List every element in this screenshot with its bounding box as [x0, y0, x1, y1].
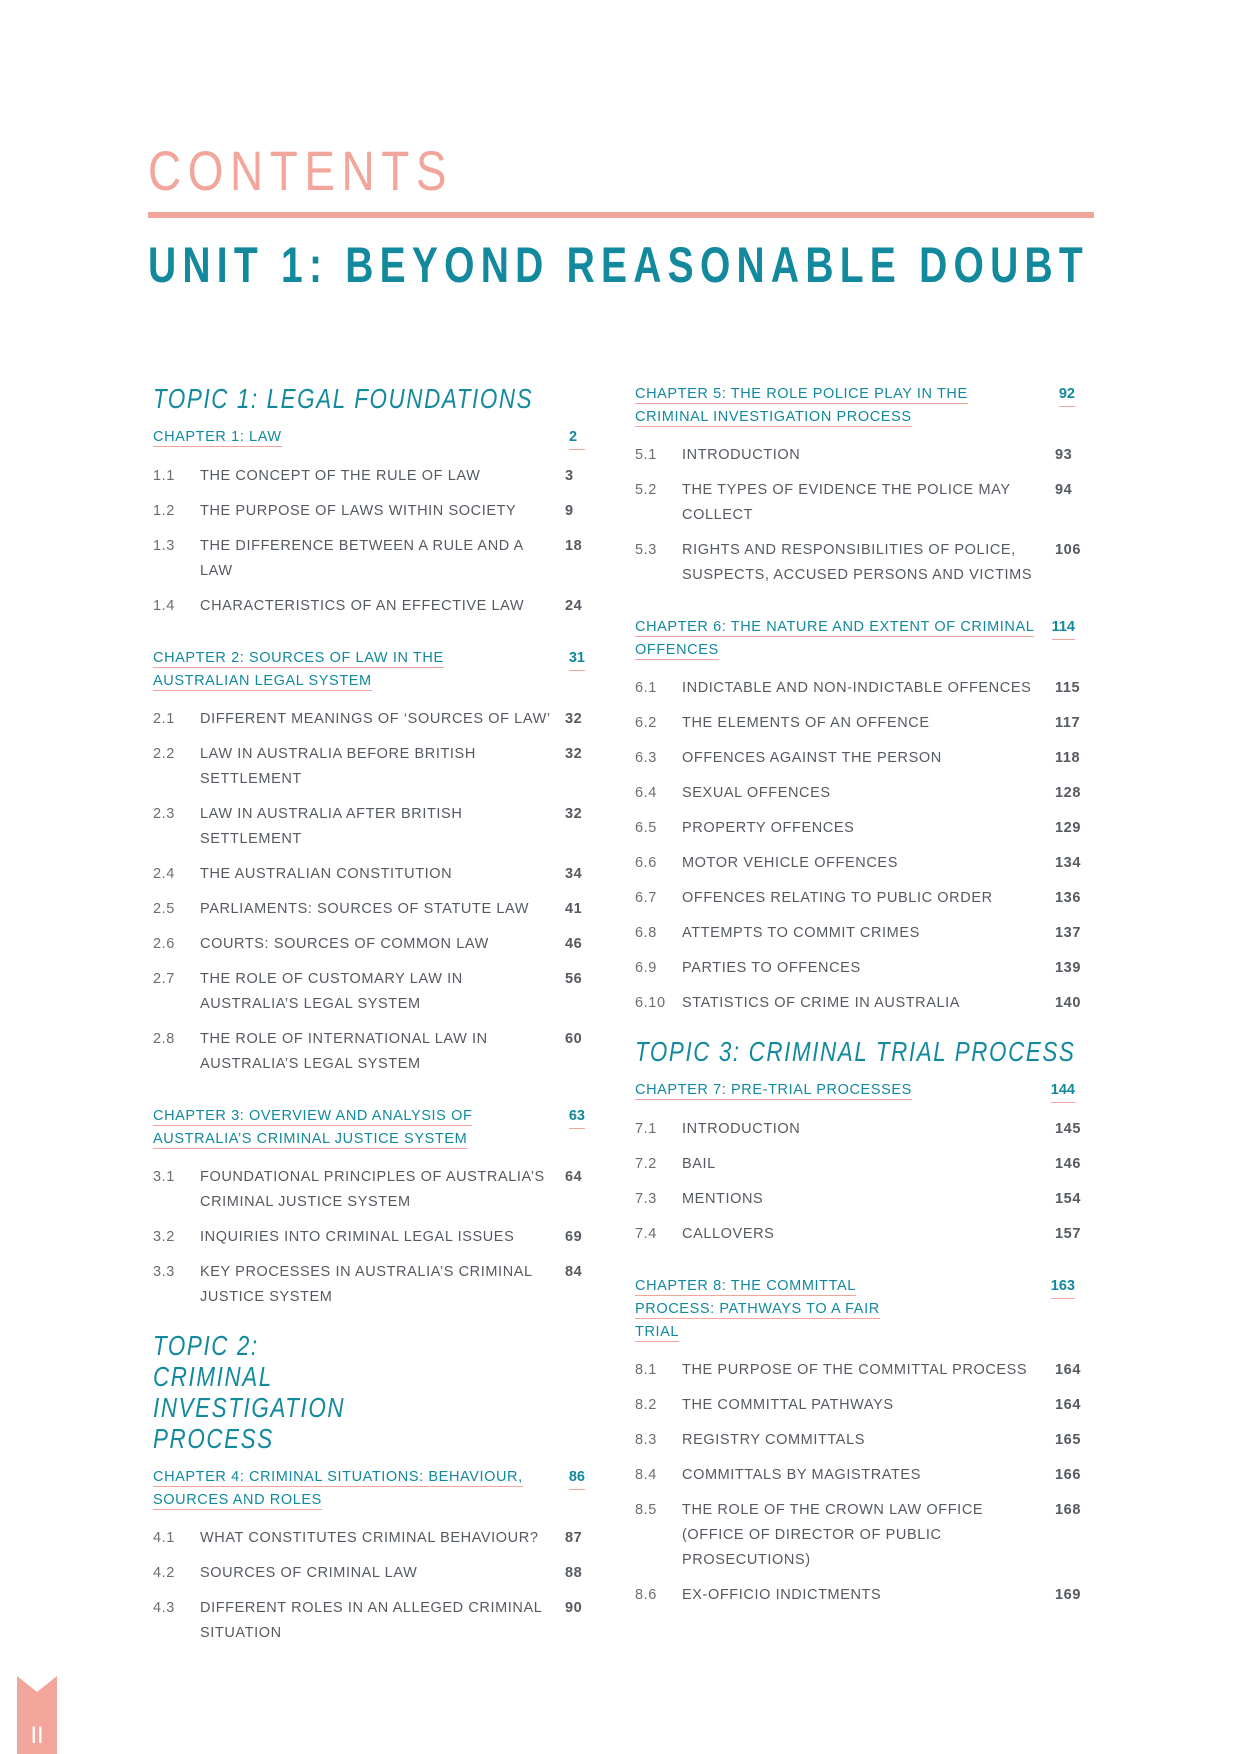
- toc-entry[interactable]: [635, 1583, 1081, 1608]
- entry-number: 6.4: [635, 785, 657, 801]
- toc-entry[interactable]: [635, 956, 1081, 981]
- entry-page: 118: [1055, 750, 1081, 766]
- chapter-page: 114: [1052, 616, 1075, 640]
- entry-page: 115: [1055, 680, 1081, 696]
- toc-entry[interactable]: [153, 1165, 585, 1215]
- entry-number: 8.1: [635, 1362, 657, 1378]
- entry-page: 129: [1055, 820, 1081, 836]
- toc-entry[interactable]: [635, 886, 1081, 911]
- toc-entry[interactable]: [635, 1187, 1081, 1212]
- entry-number: 6.10: [635, 995, 666, 1011]
- entry-title: THE ROLE OF THE CROWN LAW OFFICE (OFFICE OF DIRECTOR OF PUBLIC PROSECUTIONS): [682, 1502, 984, 1568]
- entry-number: 6.7: [635, 890, 657, 906]
- entry-title: OFFENCES AGAINST THE PERSON: [682, 750, 942, 766]
- toc-entry[interactable]: [153, 1561, 585, 1586]
- entry-page: 56: [565, 971, 583, 987]
- entry-title: MOTOR VEHICLE OFFENCES: [682, 855, 898, 871]
- entry-title: LAW IN AUSTRALIA AFTER BRITISH SETTLEMENT: [200, 806, 463, 847]
- entry-title: INTRODUCTION: [682, 1121, 801, 1137]
- entry-title: KEY PROCESSES IN AUSTRALIA’S CRIMINAL JUSTICE SYSTEM: [200, 1264, 533, 1305]
- entry-page: 136: [1055, 890, 1081, 906]
- entry-title: PARTIES TO OFFENCES: [682, 960, 861, 976]
- chapter-link[interactable]: [153, 426, 585, 450]
- entry-title: INTRODUCTION: [682, 447, 801, 463]
- toc-entry[interactable]: [635, 1358, 1081, 1383]
- entry-page: 9: [565, 503, 574, 519]
- topic-heading: TOPIC 2: CRIMINAL INVESTIGATION PROCESS: [153, 1330, 346, 1454]
- toc-entry[interactable]: [153, 1225, 585, 1250]
- entry-number: 8.2: [635, 1397, 657, 1413]
- chapter-title: CHAPTER 3: OVERVIEW AND ANALYSIS OF AUSTRALIA’S CRIMINAL JUSTICE SYSTEM: [153, 1108, 473, 1147]
- entry-number: 8.3: [635, 1432, 657, 1448]
- entry-page: 32: [565, 711, 583, 727]
- entry-title: THE COMMITTAL PATHWAYS: [682, 1397, 894, 1413]
- toc-entry[interactable]: [153, 594, 585, 619]
- entry-page: 87: [565, 1530, 583, 1546]
- entry-number: 2.8: [153, 1031, 175, 1047]
- toc-entry[interactable]: [153, 742, 585, 792]
- entry-page: 60: [565, 1031, 583, 1047]
- toc-entry[interactable]: [153, 862, 585, 887]
- entry-page: 164: [1055, 1397, 1081, 1413]
- toc-entry[interactable]: [153, 1526, 585, 1551]
- entry-title: ATTEMPTS TO COMMIT CRIMES: [682, 925, 920, 941]
- toc-entry[interactable]: [635, 711, 1081, 736]
- entry-number: 6.3: [635, 750, 657, 766]
- entry-page: 64: [565, 1169, 583, 1185]
- entry-title: CALLOVERS: [682, 1226, 775, 1242]
- page-title: CONTENTS: [148, 139, 454, 202]
- toc-entry[interactable]: [635, 1428, 1081, 1453]
- entry-number: 6.8: [635, 925, 657, 941]
- entry-page: 166: [1055, 1467, 1081, 1483]
- entry-number: 2.6: [153, 936, 175, 952]
- entry-number: 7.2: [635, 1156, 657, 1172]
- entry-number: 5.3: [635, 542, 657, 558]
- entry-title: RIGHTS AND RESPONSIBILITIES OF POLICE, SUSPECTS, ACCUSED PERSONS AND VICTIMS: [682, 542, 1033, 583]
- entry-number: 7.3: [635, 1191, 657, 1207]
- toc-entry[interactable]: [635, 1393, 1081, 1418]
- toc-entry[interactable]: [153, 707, 585, 732]
- entry-page: 134: [1055, 855, 1081, 871]
- toc-entry[interactable]: [635, 478, 1075, 528]
- chapter-title: CHAPTER 6: THE NATURE AND EXTENT OF CRIMINAL OFFENCES: [635, 619, 1035, 658]
- chapter-page: 31: [569, 647, 585, 671]
- entry-page: 69: [565, 1229, 583, 1245]
- toc-entry[interactable]: [635, 781, 1081, 806]
- entry-title: WHAT CONSTITUTES CRIMINAL BEHAVIOUR?: [200, 1530, 539, 1546]
- chapter-title: CHAPTER 7: PRE-TRIAL PROCESSES: [635, 1082, 912, 1098]
- entry-title: THE CONCEPT OF THE RULE OF LAW: [200, 468, 481, 484]
- entry-page: 88: [565, 1565, 583, 1581]
- topic-heading: TOPIC 3: CRIMINAL TRIAL PROCESS: [635, 1036, 1076, 1067]
- entry-number: 2.3: [153, 806, 175, 822]
- entry-list: [153, 464, 585, 619]
- entry-title: THE PURPOSE OF LAWS WITHIN SOCIETY: [200, 503, 517, 519]
- entry-title: LAW IN AUSTRALIA BEFORE BRITISH SETTLEMENT: [200, 746, 476, 787]
- entry-number: 1.4: [153, 598, 175, 614]
- entry-page: 106: [1055, 542, 1081, 558]
- chapter-title: CHAPTER 2: SOURCES OF LAW IN THE AUSTRALIAN LEGAL SYSTEM: [153, 650, 444, 689]
- entry-title: THE ROLE OF INTERNATIONAL LAW IN AUSTRALIA’S LEGAL SYSTEM: [200, 1031, 488, 1072]
- entry-title: PROPERTY OFFENCES: [682, 820, 855, 836]
- chapter-link[interactable]: [635, 1275, 1075, 1344]
- entry-page: 169: [1055, 1587, 1081, 1603]
- entry-number: 1.2: [153, 503, 175, 519]
- page-number: II: [30, 1722, 44, 1749]
- entry-title: BAIL: [682, 1156, 716, 1172]
- toc-entry[interactable]: [635, 1152, 1081, 1177]
- entry-number: 2.1: [153, 711, 175, 727]
- chapter-link[interactable]: [153, 1466, 585, 1512]
- entry-title: THE ROLE OF CUSTOMARY LAW IN AUSTRALIA’S LEGAL SYSTEM: [200, 971, 463, 1012]
- entry-number: 6.5: [635, 820, 657, 836]
- toc-entry[interactable]: [635, 816, 1081, 841]
- entry-list: [635, 1117, 1081, 1247]
- toc-entry[interactable]: [635, 538, 1081, 588]
- entry-page: 145: [1055, 1121, 1081, 1137]
- entry-title: REGISTRY COMMITTALS: [682, 1432, 866, 1448]
- entry-page: 32: [565, 806, 583, 822]
- chapter-link[interactable]: [153, 647, 585, 693]
- title-divider: [148, 212, 1094, 218]
- entry-number: 4.3: [153, 1600, 175, 1616]
- entry-number: 3.3: [153, 1264, 175, 1280]
- entry-number: 3.1: [153, 1169, 175, 1185]
- entry-page: 140: [1055, 995, 1081, 1011]
- entry-number: 2.2: [153, 746, 175, 762]
- toc-entry[interactable]: [153, 499, 585, 524]
- entry-page: 94: [1055, 482, 1073, 498]
- entry-page: 34: [565, 866, 583, 882]
- toc-entry[interactable]: [635, 1222, 1081, 1247]
- toc-entry[interactable]: [635, 746, 1081, 771]
- chapter-page: 63: [569, 1105, 585, 1129]
- entry-title: INDICTABLE AND NON-INDICTABLE OFFENCES: [682, 680, 1032, 696]
- entry-page: 3: [565, 468, 574, 484]
- entry-title: EX-OFFICIO INDICTMENTS: [682, 1587, 882, 1603]
- chapter-title: CHAPTER 1: LAW: [153, 429, 282, 445]
- entry-page: 93: [1055, 447, 1073, 463]
- entry-title: FOUNDATIONAL PRINCIPLES OF AUSTRALIA’S CRIMINAL JUSTICE SYSTEM: [200, 1169, 545, 1210]
- toc-entry[interactable]: [153, 534, 585, 584]
- entry-page: 90: [565, 1600, 583, 1616]
- entry-list: [153, 1526, 585, 1646]
- entry-page: 164: [1055, 1362, 1081, 1378]
- entry-page: 84: [565, 1264, 583, 1280]
- entry-list: [635, 676, 1081, 1016]
- chapter-title: CHAPTER 5: THE ROLE POLICE PLAY IN THE CRIMINAL INVESTIGATION PROCESS: [635, 386, 968, 425]
- left-column: [153, 383, 585, 1656]
- chapter-title: CHAPTER 8: THE COMMITTAL PROCESS: PATHWAYS TO A FAIR TRIAL: [635, 1278, 880, 1340]
- entry-page: 157: [1055, 1226, 1081, 1242]
- entry-page: 154: [1055, 1191, 1081, 1207]
- entry-number: 5.1: [635, 447, 657, 463]
- entry-page: 139: [1055, 960, 1081, 976]
- entry-number: 7.1: [635, 1121, 657, 1137]
- entry-page: 24: [565, 598, 583, 614]
- entry-page: 168: [1055, 1502, 1081, 1518]
- entry-title: COURTS: SOURCES OF COMMON LAW: [200, 936, 489, 952]
- toc-entry[interactable]: [153, 932, 585, 957]
- toc-entry[interactable]: [635, 1117, 1081, 1142]
- entry-number: 1.1: [153, 468, 175, 484]
- toc-entry[interactable]: [635, 1463, 1081, 1488]
- toc-entry[interactable]: [153, 464, 585, 489]
- entry-title: PARLIAMENTS: SOURCES OF STATUTE LAW: [200, 901, 530, 917]
- chapter-link[interactable]: [635, 616, 1075, 662]
- entry-page: 128: [1055, 785, 1081, 801]
- entry-page: 46: [565, 936, 583, 952]
- entry-number: 6.1: [635, 680, 657, 696]
- entry-title: CHARACTERISTICS OF AN EFFECTIVE LAW: [200, 598, 525, 614]
- entry-list: [635, 443, 1081, 588]
- entry-number: 6.2: [635, 715, 657, 731]
- entry-title: THE ELEMENTS OF AN OFFENCE: [682, 715, 930, 731]
- chapter-page: 86: [569, 1466, 585, 1490]
- toc-entry[interactable]: [153, 1260, 585, 1310]
- chapter-page: 163: [1051, 1275, 1075, 1299]
- entry-number: 8.6: [635, 1587, 657, 1603]
- chapter-title: CHAPTER 4: CRIMINAL SITUATIONS: BEHAVIOUR, SOURCES AND ROLES: [153, 1469, 523, 1508]
- toc-entry[interactable]: [635, 921, 1081, 946]
- toc-entry[interactable]: [635, 443, 1075, 468]
- chapter-page: 144: [1051, 1079, 1075, 1103]
- entry-number: 4.2: [153, 1565, 175, 1581]
- entry-title: SEXUAL OFFENCES: [682, 785, 831, 801]
- chapter-link[interactable]: [153, 1105, 585, 1151]
- entry-number: 2.5: [153, 901, 175, 917]
- entry-number: 2.4: [153, 866, 175, 882]
- entry-number: 2.7: [153, 971, 175, 987]
- entry-number: 5.2: [635, 482, 657, 498]
- entry-title: STATISTICS OF CRIME IN AUSTRALIA: [682, 995, 961, 1011]
- entry-title: THE AUSTRALIAN CONSTITUTION: [200, 866, 453, 882]
- entry-title: INQUIRIES INTO CRIMINAL LEGAL ISSUES: [200, 1229, 515, 1245]
- entry-page: 165: [1055, 1432, 1081, 1448]
- entry-page: 117: [1055, 715, 1081, 731]
- entry-title: THE PURPOSE OF THE COMMITTAL PROCESS: [682, 1362, 1028, 1378]
- toc-entry[interactable]: [635, 991, 1081, 1016]
- toc-entry[interactable]: [153, 897, 585, 922]
- toc-entry[interactable]: [635, 851, 1081, 876]
- topic-heading: TOPIC 1: LEGAL FOUNDATIONS: [153, 383, 534, 414]
- right-column: [635, 383, 1081, 1618]
- toc-entry[interactable]: [153, 802, 585, 852]
- unit-title: UNIT 1: BEYOND REASONABLE DOUBT: [148, 237, 1089, 293]
- entry-number: 8.5: [635, 1502, 657, 1518]
- entry-title: DIFFERENT ROLES IN AN ALLEGED CRIMINAL SITUATION: [200, 1600, 542, 1641]
- entry-list: [153, 707, 585, 1077]
- entry-number: 7.4: [635, 1226, 657, 1242]
- entry-number: 4.1: [153, 1530, 175, 1546]
- entry-title: THE TYPES OF EVIDENCE THE POLICE MAY COLLECT: [682, 482, 1011, 523]
- chapter-link[interactable]: [635, 383, 1075, 429]
- toc-entry[interactable]: [153, 967, 585, 1017]
- chapter-link[interactable]: [635, 1079, 1075, 1103]
- entry-title: MENTIONS: [682, 1191, 764, 1207]
- toc-entry[interactable]: [635, 676, 1081, 701]
- entry-number: 3.2: [153, 1229, 175, 1245]
- chapter-page: 92: [1059, 383, 1075, 407]
- entry-title: SOURCES OF CRIMINAL LAW: [200, 1565, 418, 1581]
- entry-page: 137: [1055, 925, 1081, 941]
- entry-page: 18: [565, 538, 583, 554]
- entry-title: COMMITTALS BY MAGISTRATES: [682, 1467, 921, 1483]
- entry-page: 32: [565, 746, 583, 762]
- entry-number: 8.4: [635, 1467, 657, 1483]
- entry-page: 146: [1055, 1156, 1081, 1172]
- entry-title: THE DIFFERENCE BETWEEN A RULE AND A LAW: [200, 538, 524, 579]
- entry-number: 6.9: [635, 960, 657, 976]
- entry-page: 41: [565, 901, 583, 917]
- toc-entry[interactable]: [153, 1027, 585, 1077]
- entry-list: [635, 1358, 1081, 1608]
- toc-entry[interactable]: [635, 1498, 1081, 1573]
- entry-number: 6.6: [635, 855, 657, 871]
- entry-number: 1.3: [153, 538, 175, 554]
- chapter-page: 2: [569, 426, 585, 450]
- entry-title: DIFFERENT MEANINGS OF ‘SOURCES OF LAW’: [200, 711, 551, 727]
- entry-title: OFFENCES RELATING TO PUBLIC ORDER: [682, 890, 993, 906]
- toc-entry[interactable]: [153, 1596, 585, 1646]
- entry-list: [153, 1165, 585, 1310]
